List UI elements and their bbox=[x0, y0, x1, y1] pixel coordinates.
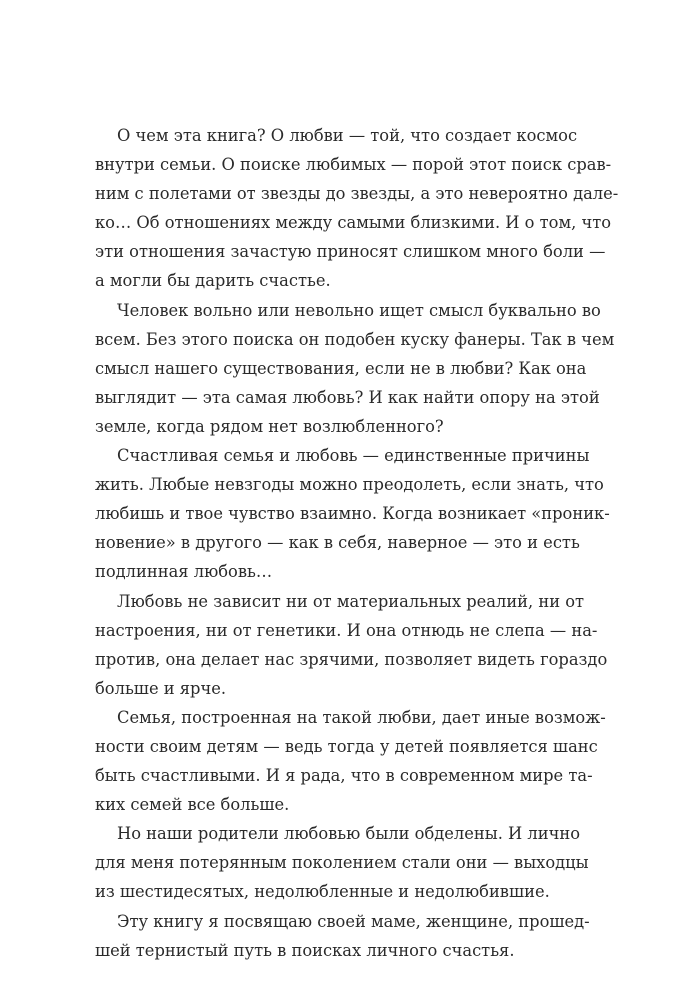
text-line: для меня потерянным поколением стали они — выходцы bbox=[95, 853, 589, 873]
paragraph bbox=[95, 907, 590, 965]
text-line: Счастливая семья и любовь — единственные причины bbox=[117, 446, 590, 466]
text-line: Любовь не зависит ни от материальных реалий, ни от bbox=[117, 591, 585, 611]
text-line: из шестидесятых, недолюбленные и недолюбившие. bbox=[95, 882, 550, 902]
text-line: любишь и твое чувство взаимно. Когда возникает «проник- bbox=[95, 504, 610, 524]
text-line: всем. Без этого поиска он подобен куску фанеры. Так в чем bbox=[95, 329, 615, 349]
text-line: Эту книгу я посвящаю своей маме, женщине, прошед- bbox=[117, 911, 590, 931]
body-text bbox=[95, 121, 619, 965]
text-line: ких семей все больше. bbox=[95, 795, 290, 815]
text-line: больше и ярче. bbox=[95, 678, 227, 698]
text-line: шей тернистый путь в поисках личного счастья. bbox=[95, 940, 515, 960]
text-line: подлинная любовь… bbox=[95, 562, 273, 582]
text-line: ним с полетами от звезды до звезды, а это невероятно дале- bbox=[95, 184, 619, 204]
text-line: земле, когда рядом нет возлюбленного? bbox=[95, 416, 444, 436]
text-line: Человек вольно или невольно ищет смысл буквально во bbox=[117, 300, 601, 320]
text-line: новение» в другого — как в себя, наверное — это и есть bbox=[95, 533, 580, 553]
text-line: О чем эта книга? О любви — той, что создает космос bbox=[117, 126, 578, 145]
text-line: выглядит — эта самая любовь? И как найти опору на этой bbox=[95, 387, 600, 407]
paragraph bbox=[95, 296, 615, 441]
paragraph bbox=[95, 121, 619, 296]
text-line: внутри семьи. О поиске любимых — порой этот поиск срав- bbox=[95, 155, 612, 175]
paragraph bbox=[95, 703, 606, 819]
text-line: ности своим детям — ведь тогда у детей появляется шанс bbox=[95, 736, 598, 756]
text-line: эти отношения зачастую приносят слишком много боли — bbox=[95, 242, 606, 262]
text-line: Семья, построенная на такой любви, дает иные возмож- bbox=[117, 707, 606, 727]
text-line: против, она делает нас зрячими, позволяет видеть гораздо bbox=[95, 649, 608, 669]
text-line: а могли бы дарить счастье. bbox=[95, 271, 331, 291]
paragraph bbox=[95, 819, 589, 906]
text-line: ко… Об отношениях между самыми близкими. И о том, что bbox=[95, 213, 612, 233]
text-line: настроения, ни от генетики. И она отнюдь не слепа — на- bbox=[95, 620, 598, 640]
text-line: жить. Любые невзгоды можно преодолеть, если знать, что bbox=[95, 475, 604, 495]
text-line: Но наши родители любовью были обделены. И лично bbox=[117, 824, 581, 844]
paragraph bbox=[95, 587, 608, 703]
paragraph bbox=[95, 441, 610, 586]
text-line: быть счастливыми. И я рада, что в современном мире та- bbox=[95, 766, 593, 786]
text-line: смысл нашего существования, если не в любви? Как она bbox=[95, 358, 587, 378]
